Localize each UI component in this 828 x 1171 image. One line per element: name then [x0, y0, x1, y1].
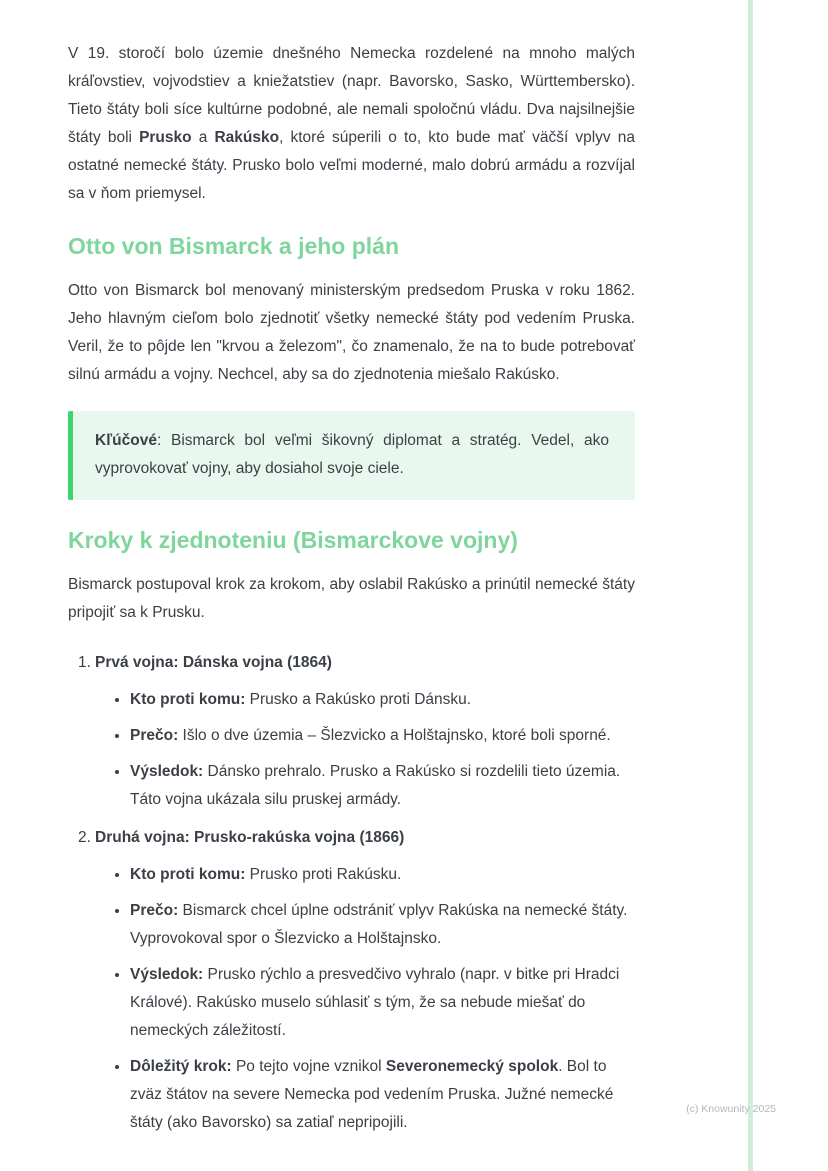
section-heading-unification-steps: Kroky k zjednoteniu (Bismarckove vojny)	[68, 527, 518, 553]
war-2-bullet-list	[78, 861, 635, 1137]
war-1-bullet-who: • Kto proti komu: Prusko a Rakúsko proti Dánsku.	[130, 686, 635, 714]
list-item-war-1	[78, 649, 635, 814]
bismarck-paragraph: Otto von Bismarck bol menovaný ministerským predsedom Pruska v roku 1862. Jeho hlavným cieľom bolo zjednotiť všetky nemecké štáty pod vedením Pruska. Veril, že to pôjde len "krvou a železom", čo znamenalo, že na to bude potrebovať silnú armádu a vojny. Nechcel, aby sa do zjednotenia miešalo Rakúsko.	[68, 282, 635, 383]
war-2-bullet-important-step: • Dôležitý krok: Po tejto vojne vznikol Severonemecký spolok. Bol to zväz štátov na severe Nemecka pod vedením Pruska. Južné nemecké štáty (ako Bavorsko) sa zatiaľ nepripojili.	[130, 1053, 635, 1137]
war-1-title: Prvá vojna: Dánska vojna (1864)	[95, 654, 332, 671]
section-heading-bismarck-plan: Otto von Bismarck a jeho plán	[68, 233, 400, 259]
wars-ordered-list	[68, 649, 635, 1137]
document-content	[68, 40, 635, 1145]
war-1-bullet-list	[78, 686, 635, 814]
war-2-number: 2.	[78, 829, 91, 846]
war-2-bullet-result: • Výsledok: Prusko rýchlo a presvedčivo vyhralo (napr. v bitke pri Hradci Králové). Rakúsko muselo súhlasiť s tým, že sa nebude miešať do nemeckých záležitostí.	[130, 961, 635, 1045]
key-takeaway-text: Kľúčové: Bismarck bol veľmi šikovný diplomat a stratég. Vedel, ako vyprovokovať vojny, aby dosiahol svoje ciele.	[95, 432, 609, 477]
war-2-bullet-why: • Prečo: Bismarck chcel úplne odstrániť vplyv Rakúska na nemecké štáty. Vyprovokoval spor o Šlezvicko a Holštajnsko.	[130, 897, 635, 953]
war-2-heading	[78, 824, 635, 852]
list-item-war-2	[78, 824, 635, 1137]
war-1-bullet-why: • Prečo: Išlo o dve územia – Šlezvicko a Holštajnsko, ktoré boli sporné.	[130, 722, 635, 750]
copyright-footer: (c) Knowunity 2025	[686, 1103, 776, 1115]
key-takeaway-callout	[68, 411, 635, 500]
steps-intro-paragraph: Bismarck postupoval krok za krokom, aby oslabil Rakúsko a prinútil nemecké štáty pripojiť sa k Prusku.	[68, 576, 635, 621]
war-2-bullet-who: • Kto proti komu: Prusko proti Rakúsku.	[130, 861, 635, 889]
war-1-bullet-result: • Výsledok: Dánsko prehralo. Prusko a Rakúsko si rozdelili tieto územia. Táto vojna ukázala silu pruskej armády.	[130, 758, 635, 814]
page-edge-stripe	[748, 0, 753, 1171]
war-1-heading	[78, 649, 635, 677]
war-1-number: 1.	[78, 654, 91, 671]
war-2-title: Druhá vojna: Prusko-rakúska vojna (1866)	[95, 829, 405, 846]
intro-paragraph: V 19. storočí bolo územie dnešného Nemecka rozdelené na mnoho malých kráľovstiev, vojvodstiev a kniežatstiev (napr. Bavorsko, Sasko, Württembersko). Tieto štáty boli síce kultúrne podobné, ale nemali spoločnú vládu. Dva najsilnejšie štáty boli Prusko a Rakúsko, ktoré súperili o to, kto bude mať väčší vplyv na ostatné nemecké štáty. Prusko bolo veľmi moderné, malo dobrú armádu a rozvíjal sa v ňom priemysel.	[68, 45, 636, 202]
